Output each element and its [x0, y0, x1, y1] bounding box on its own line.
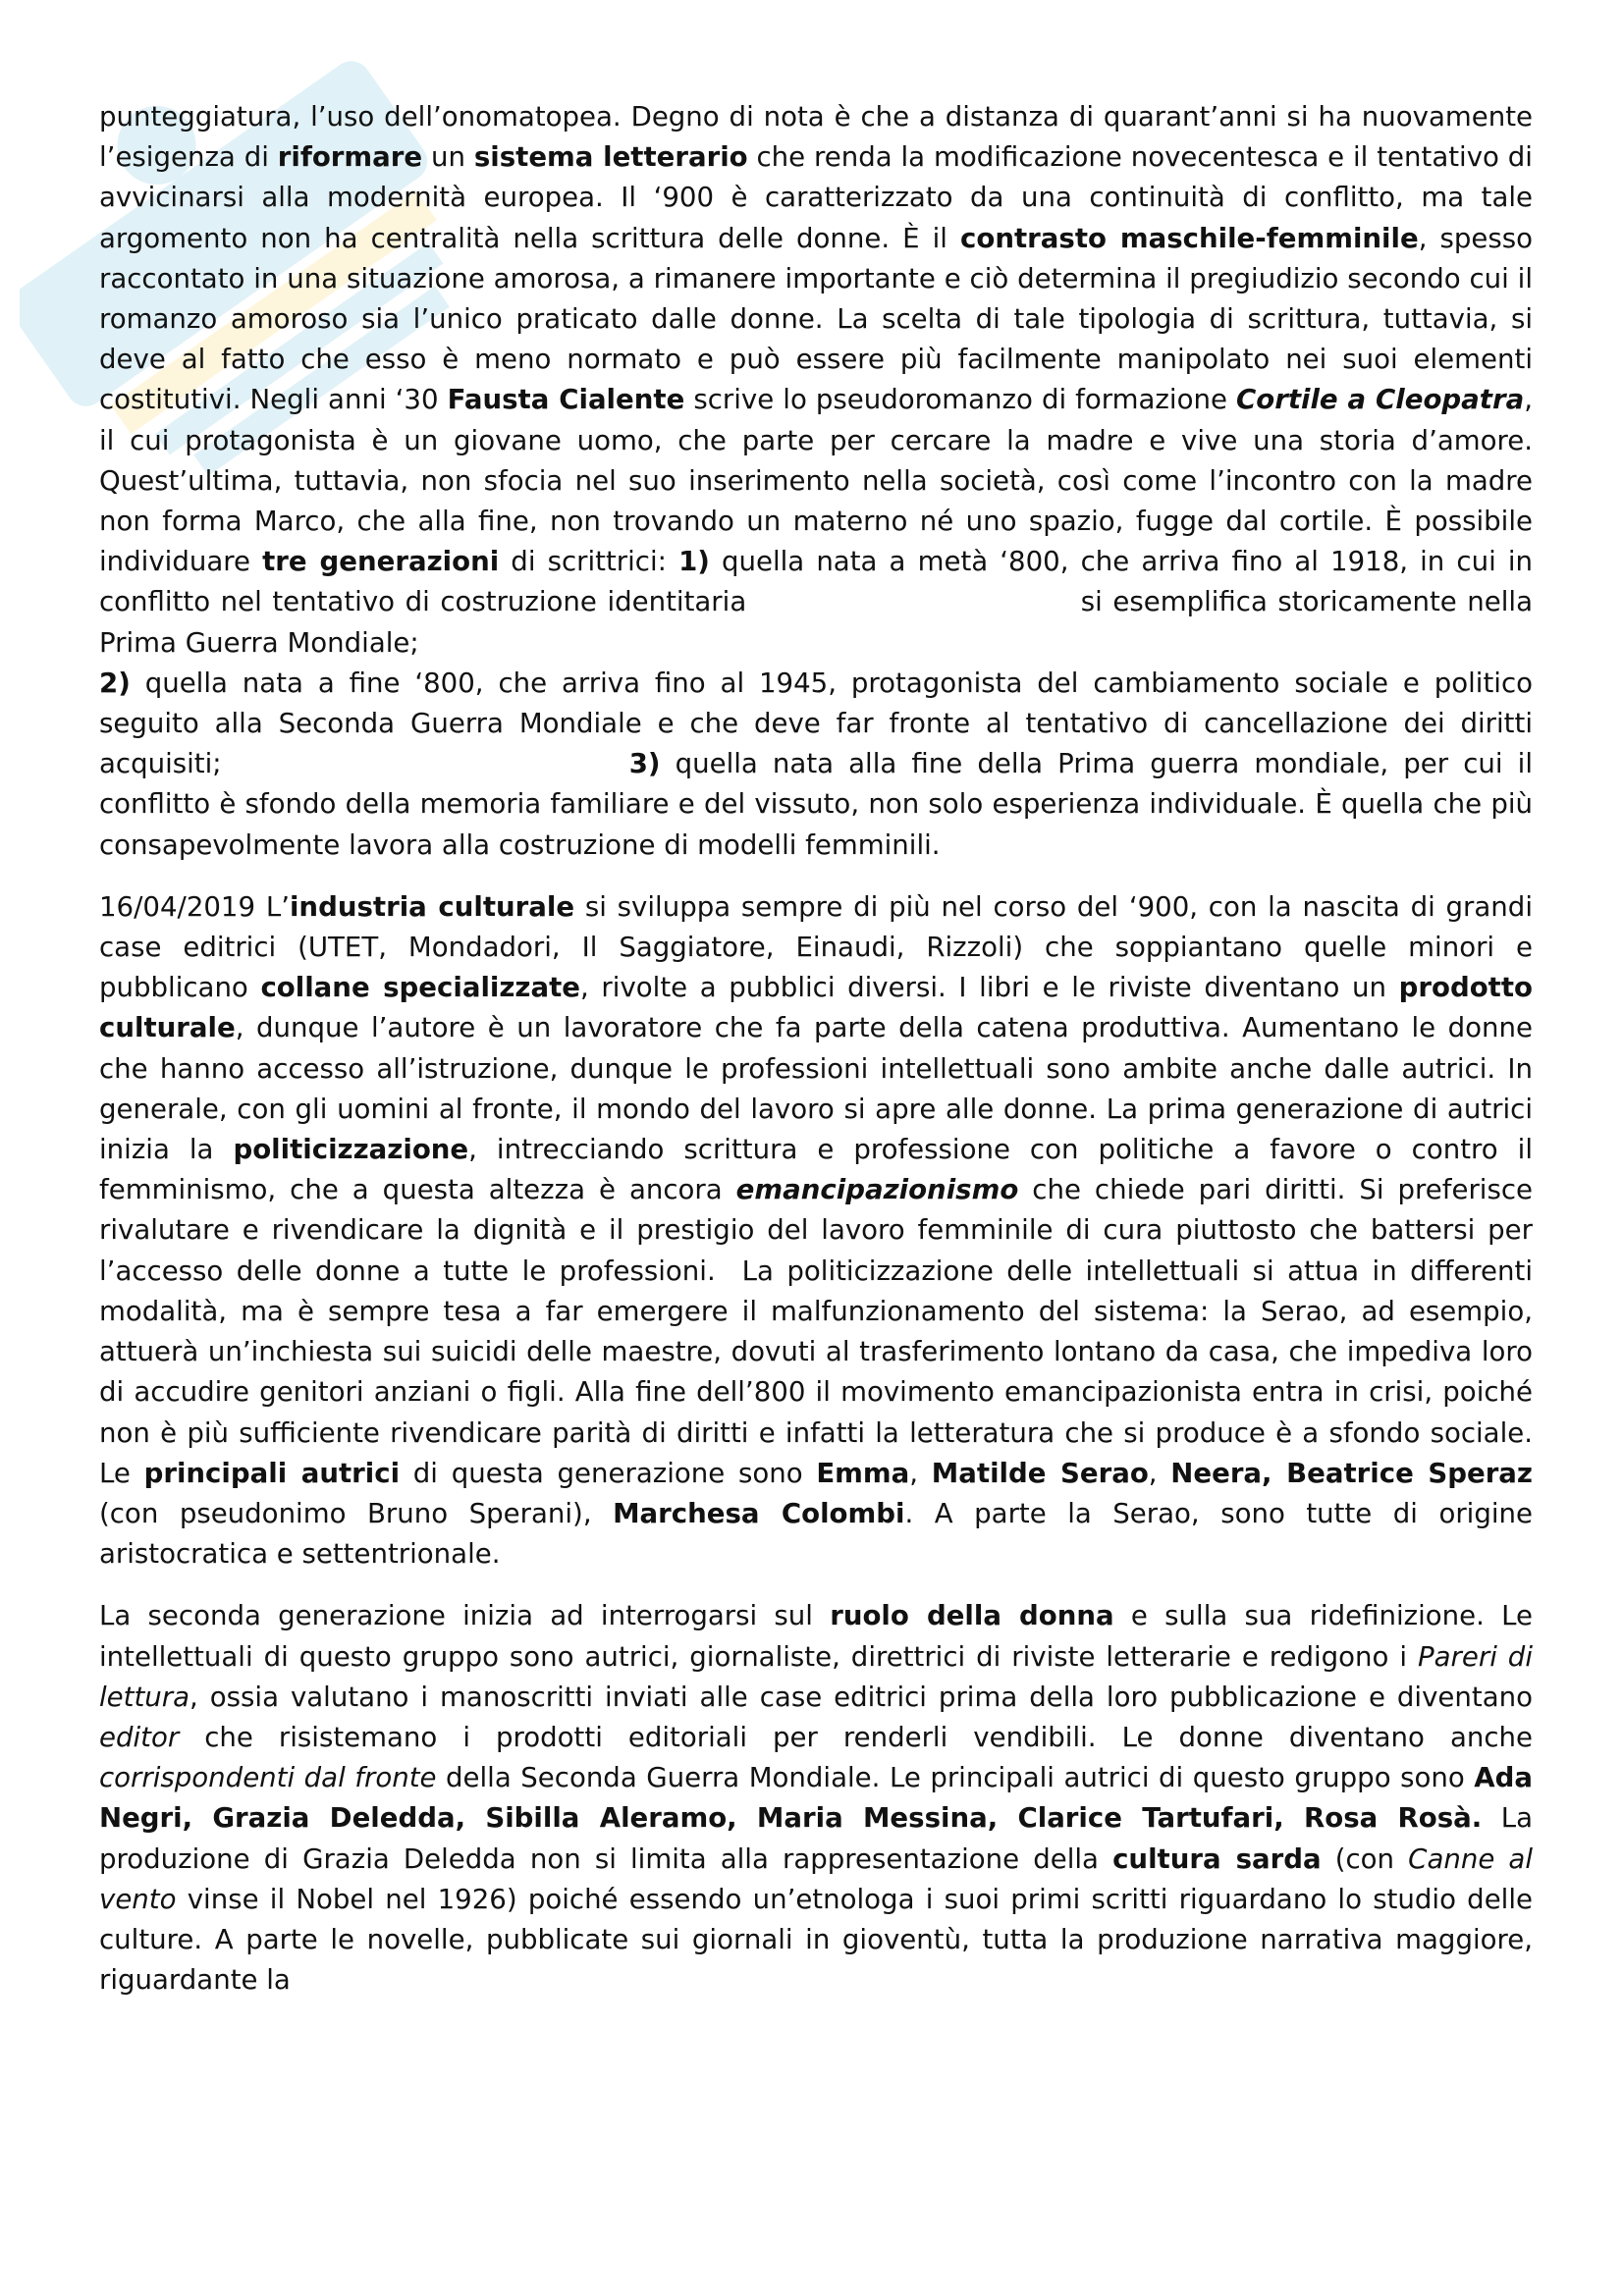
emphasized-text: Cortile a Cleopatra — [1236, 383, 1525, 416]
text-run: quella nata a fine ‘800, che arriva fino al 1945, protagonista del cambiamento sociale e politico seguito alla Seconda Guerra Mondiale e che deve far fronte al tentativo di cancellazione dei diritti acquisiti; — [99, 666, 1542, 780]
emphasized-text: 1) — [678, 545, 710, 578]
emphasized-text: collane specializzate — [260, 971, 581, 1004]
paragraph — [99, 1595, 1542, 2000]
text-run: La produzione di Grazia Deledda non si limita alla rappresentazione della — [99, 1801, 1542, 1875]
text-run: (con pseudonimo Bruno Sperani), — [99, 1456, 1542, 1529]
emphasized-text: Canne al vento — [99, 1842, 1542, 1915]
text-run: , rivolte a pubblici diversi. I libri e le riviste diventano un — [580, 971, 1399, 1004]
emphasized-text: emancipazionismo — [735, 1173, 1019, 1206]
emphasized-text: prodotto culturale — [99, 971, 1542, 1044]
emphasized-text: industria culturale — [289, 889, 575, 923]
text-run: si sviluppa sempre di più nel corso del ‘900, con la nascita di grandi case editrici (UTET, Mondadori, Il Saggiatore, Einaudi, Rizzoli) che soppiantano quelle minori e pubblicano — [99, 889, 1542, 1004]
emphasized-text: Matilde Serao — [931, 1456, 1149, 1489]
paragraph — [99, 96, 1542, 865]
text-run: vinse il Nobel nel 1926) poiché essendo un’etnologa i suoi primi scritti riguardano lo studio delle culture. A parte le novelle, pubblicate sui giornali in gioventù, tutta la produzione narrativa maggiore, riguardante la — [99, 1882, 1542, 1997]
text-run: che chiede pari diritti. Si preferisce rivalutare e rivendicare la dignità e il prestigio del lavoro femminile di cura piuttosto che battersi per l’accesso delle donne a tutte le professioni. La politicizzazione delle intellettuali si attua in differenti modalità, ma è sempre tesa a far emergere il malfunzionamento del sistema: la Serao, ad esempio, attuerà un’inchiesta sui suicidi delle maestre, dovuti al trasferimento lontano da casa, che impediva loro di accudire genitori anziani o figli. Alla fine dell’800 il movimento emancipazionista entra in crisi, poiché non è più sufficiente rivendicare parità di diritti e infatti la letteratura che si produce è a sfondo sociale. Le — [99, 1173, 1542, 1489]
emphasized-text: corrispondenti dal fronte — [99, 1761, 437, 1794]
text-run: . A parte la Serao, sono tutte di origine aristocratica e settentrionale. — [99, 1496, 1542, 1571]
text-run: , intrecciando scrittura e professione con politiche a favore o contro il femminismo, che a questa altezza è ancora — [99, 1133, 1542, 1206]
emphasized-text: Marchesa Colombi — [613, 1496, 905, 1529]
text-run: e sulla sua ridefinizione. Le intellettuali di questo gruppo sono autrici, giornaliste, direttrici di riviste letterarie e redigono i — [99, 1599, 1542, 1673]
emphasized-text: tre generazioni — [262, 545, 500, 578]
emphasized-text: politicizzazione — [233, 1133, 469, 1166]
text-run: punteggiatura, l’uso dell’onomatopea. Degno di nota è che a distanza di quarant’anni si ha nuovamente l’esigenza di — [99, 100, 1542, 174]
text-run: si esemplifica storicamente nella Prima Guerra Mondiale; — [99, 585, 1542, 659]
text-run: che renda la modificazione novecentesca e il tentativo di avvicinarsi alla modernità europea. Il ‘900 è caratterizzato da una continuità di conflitto, ma tale argomento non ha centralità nella scrittura delle donne. È il — [99, 140, 1542, 254]
emphasized-text: 3) — [628, 747, 661, 780]
emphasized-text: Emma — [816, 1456, 910, 1489]
text-run: , dunque l’autore è un lavoratore che fa parte della catena produttiva. Aumentano le donne che hanno accesso all’istruzione, dunque le professioni intellettuali sono ambite anche dalle autrici. In generale, con gli uomini al fronte, il mondo del lavoro si apre alle donne. La prima generazione di autrici inizia la — [99, 1011, 1542, 1166]
emphasized-text: Neera, Beatrice Speraz — [1170, 1456, 1533, 1489]
text-run: quella nata a metà ‘800, che arriva fino al 1918, in cui in conflitto nel tentativo di costruzione identitaria — [99, 545, 1542, 618]
document-body — [99, 96, 1542, 2000]
emphasized-text: riformare — [277, 140, 423, 174]
text-run: di scrittrici: — [499, 545, 679, 578]
text-run: scrive lo pseudoromanzo di formazione — [684, 383, 1236, 416]
emphasized-text: 2) — [99, 666, 131, 699]
text-run: La seconda generazione inizia ad interrogarsi sul — [99, 1599, 831, 1632]
text-run: , ossia valutano i manoscritti inviati alle case editrici prima della loro pubblicazione e diventano — [189, 1680, 1542, 1713]
text-run: (con — [1321, 1842, 1409, 1875]
text-run: quella nata alla fine della Prima guerra mondiale, per cui il conflitto è sfondo della memoria familiare e del vissuto, non solo esperienza individuale. È quella che più consapevolmente lavora alla costruzione di modelli femminili. — [99, 747, 1542, 861]
emphasized-text: ruolo della donna — [830, 1599, 1114, 1632]
text-run: 16/04/2019 L’ — [99, 889, 290, 923]
text-run: della Seconda Guerra Mondiale. Le principali autrici di questo gruppo sono — [436, 1761, 1475, 1794]
emphasized-text: principali autrici — [143, 1456, 401, 1489]
emphasized-text: Pareri di lettura — [99, 1639, 1542, 1713]
text-run: , il cui protagonista è un giovane uomo, che parte per cercare la madre e vive una storia d’amore. Quest’ultima, tuttavia, non sfocia nel suo inserimento nella società, così come l’incontro con la madre non forma Marco, che alla fine, non trovando un materno né uno spazio, fugge dal cortile. È possibile individuare — [99, 383, 1542, 578]
emphasized-text: editor — [99, 1720, 180, 1753]
emphasized-text: Fausta Cialente — [447, 383, 685, 416]
text-run: , — [1148, 1456, 1171, 1489]
text-run: che risistemano i prodotti editoriali per renderli vendibili. Le donne diventano anche — [179, 1720, 1542, 1753]
text-run: un — [422, 140, 474, 174]
emphasized-text: Ada Negri, Grazia Deledda, Sibilla Aleramo, Maria Messina, Clarice Tartufari, Rosa Rosà. — [99, 1761, 1542, 1835]
paragraph — [99, 886, 1542, 1574]
text-run: , — [909, 1456, 932, 1489]
emphasized-text: sistema letterario — [473, 140, 748, 174]
text-run: , spesso raccontato in una situazione amorosa, a rimanere importante e ciò determina il pregiudizio secondo cui il romanzo amoroso sia l’unico praticato dalle donne. La scelta di tale tipologia di scrittura, tuttavia, si deve al fatto che esso è meno normato e può essere più facilmente manipolato nei suoi elementi costitutivi. Negli anni ‘30 — [99, 221, 1542, 416]
emphasized-text: contrasto maschile-femminile — [960, 221, 1419, 254]
emphasized-text: cultura sarda — [1112, 1842, 1322, 1875]
text-run: di questa generazione sono — [400, 1456, 817, 1489]
